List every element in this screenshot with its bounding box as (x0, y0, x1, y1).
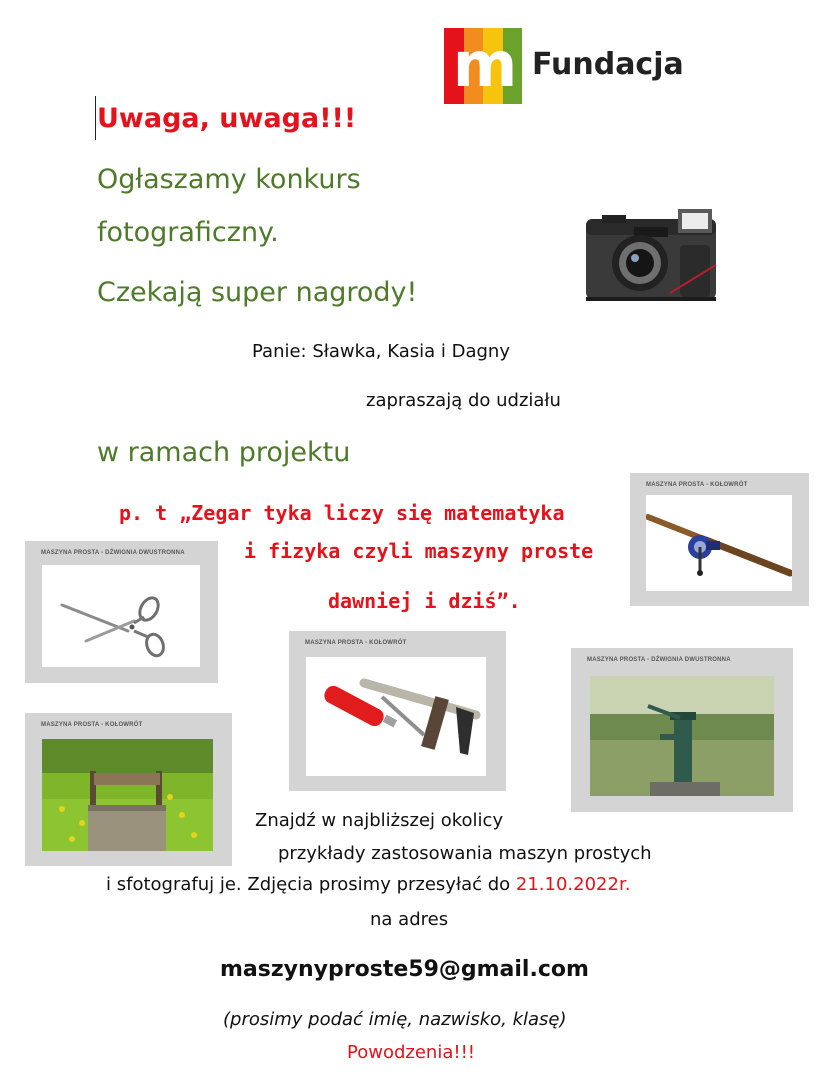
invite-text: zapraszają do udziału (366, 390, 561, 411)
card-label: MASZYNA PROSTA - DŹWIGNIA DWUSTRONNA (587, 657, 731, 663)
card-label: MASZYNA PROSTA - KOŁOWRÓT (41, 722, 143, 728)
card-label: MASZYNA PROSTA - DŹWIGNIA DWUSTRONNA (41, 550, 185, 556)
project-intro: w ramach projektu (97, 437, 351, 468)
project-title-line-3: dawniej i dziś”. (328, 589, 521, 613)
reel-image (646, 495, 792, 591)
logo-mark-icon: m (444, 28, 522, 104)
headline: Uwaga, uwaga!!! (97, 103, 357, 134)
announce-line-2: fotograficzny. (97, 217, 279, 248)
pump-photo-card (571, 648, 793, 812)
project-title-line-2: i fizyka czyli maszyny proste (244, 539, 594, 563)
scissors-image (42, 565, 200, 667)
hosts-text: Panie: Sławka, Kasia i Dagny (252, 341, 510, 362)
note-text: (prosimy podać imię, nazwisko, klasę) (223, 1009, 567, 1030)
card-label: MASZYNA PROSTA - KOŁOWRÓT (305, 640, 407, 646)
prizes-text: Czekają super nagrody! (97, 277, 418, 308)
logo-text: Fundacja (532, 47, 684, 82)
announce-line-1: Ogłaszamy konkurs (97, 164, 361, 195)
email-address[interactable]: maszynyproste59@gmail.com (220, 957, 589, 982)
instructions-line-3-text: i sfotografuj je. Zdjęcia prosimy przesyłać do (106, 874, 516, 895)
instructions-line-4: na adres (370, 909, 449, 930)
instructions-line-2: przykłady zastosowania maszyn prostych (278, 843, 652, 864)
text-cursor (95, 96, 96, 140)
scissors-photo-card (25, 541, 218, 683)
well-photo-card (25, 713, 232, 866)
clamp-image (306, 657, 486, 776)
project-title-line-1: p. t „Zegar tyka liczy się matematyka (119, 501, 565, 525)
instructions-line-1: Znajdź w najbliższej okolicy (255, 810, 504, 831)
fundacja-logo (444, 28, 714, 106)
reel-photo-card (630, 473, 809, 606)
card-label: MASZYNA PROSTA - KOŁOWRÓT (646, 482, 748, 488)
camera-image (582, 205, 734, 305)
clamp-photo-card (289, 631, 506, 791)
instructions-line-3 (106, 874, 630, 895)
deadline-date: 21.10.2022r. (515, 874, 631, 895)
pump-image (590, 676, 774, 796)
good-luck-text: Powodzenia!!! (347, 1042, 475, 1063)
well-image (42, 739, 213, 851)
